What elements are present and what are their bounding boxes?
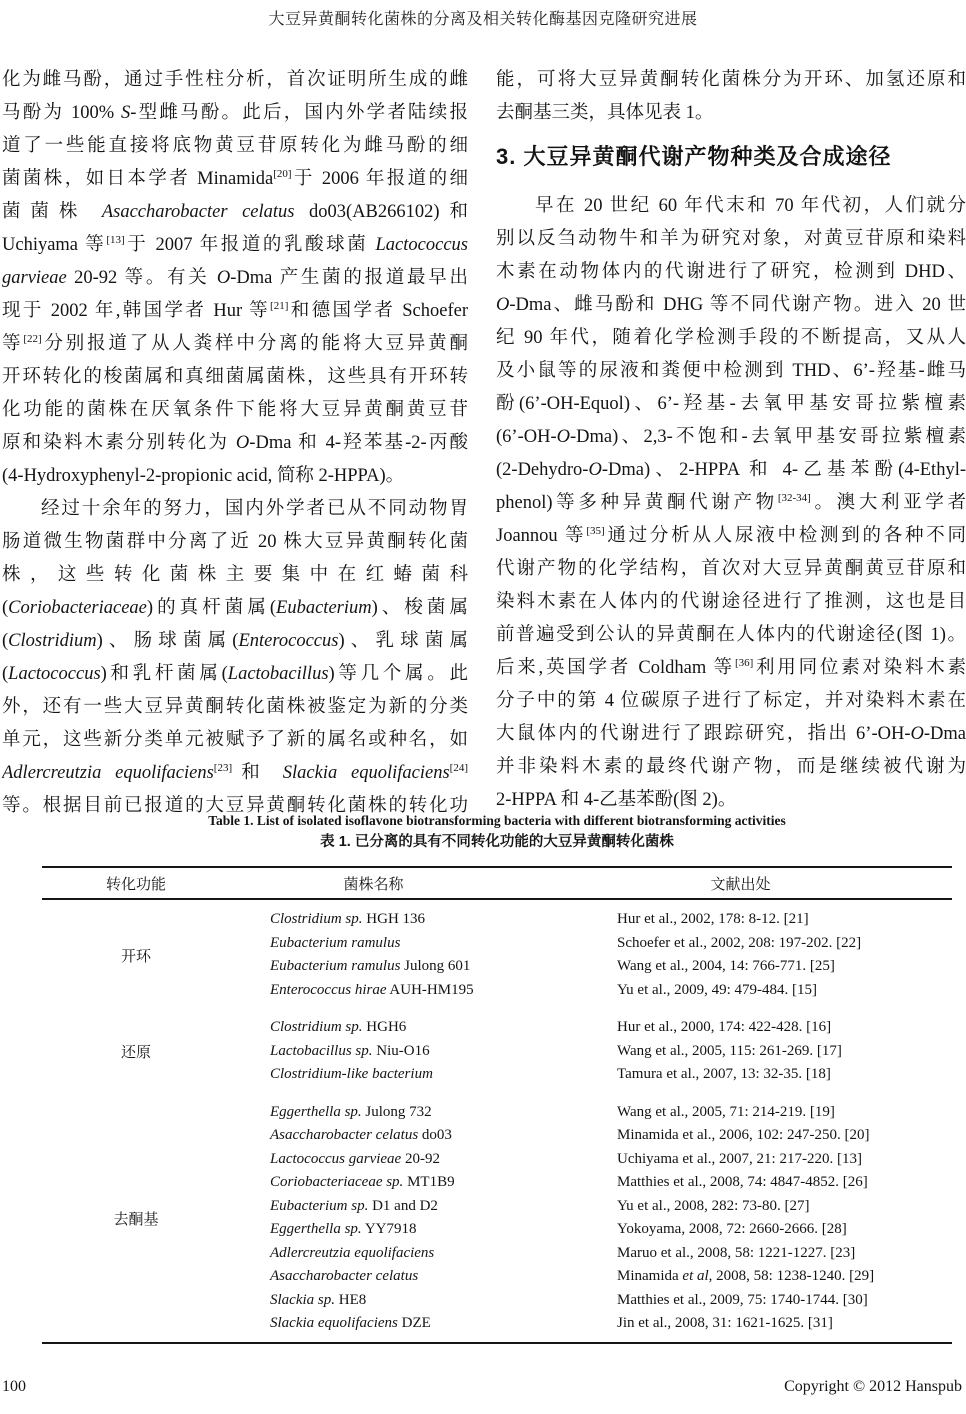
text-line: 马酚为 100% S-型雌马酚。此后，国内外学者陆续报: [2, 103, 468, 123]
table-row: [230, 1101, 952, 1125]
text-line: (2-Dehydro-O-Dma)、2-HPPA 和 4-乙基苯酚(4-Ethyl-: [496, 460, 966, 480]
citation-cell: Minamida et al., 2006, 102: 247-250. [20]: [617, 1127, 870, 1143]
italic-text: Asaccharobacter celatus: [270, 1127, 419, 1143]
citation-cell: Hur et al., 2000, 174: 422-428. [16]: [617, 1019, 832, 1035]
italic-text: Lactococcus garvieae: [270, 1150, 402, 1167]
table-row: [230, 1265, 952, 1289]
italic-text: Eubacterium ramulus: [270, 934, 401, 951]
section-heading: 3. 大豆异黄酮代谢产物种类及合成途径: [496, 144, 892, 169]
italic-text: garvieae: [2, 268, 67, 288]
italic-text: Slackia equolifaciens: [270, 1315, 398, 1331]
text-line: 前普遍受到公认的异黄酮在人体内的代谢途径(图 1)。: [496, 625, 966, 645]
strain-cell: Eggerthella sp. Julong 732: [270, 1103, 432, 1120]
italic-text: Enterococcus hirae: [270, 981, 387, 998]
page-number: 100: [2, 1378, 26, 1395]
strain-cell: [230, 1265, 577, 1289]
italic-text: O: [588, 460, 602, 480]
table-title-zh: 表 1. 已分离的具有不同转化功能的大豆异黄酮转化菌株: [320, 834, 674, 850]
strain-cell: Slackia sp. HE8: [270, 1291, 367, 1308]
citation-cell: Wang et al., 2005, 71: 214-219. [19]: [617, 1103, 835, 1120]
table-group-rows: [230, 1016, 952, 1087]
text-line: 木素在动物体内的代谢进行了研究，检测到 DHD、: [496, 262, 966, 282]
text-line: Adlercreutzia equolifaciens[23]和 Slackia equolifaciens[24]: [2, 761, 468, 783]
text-line: 别以反刍动物牛和羊为研究对象，对黄豆苷原和染料: [496, 229, 966, 249]
strain-cell: Enterococcus hirae AUH-HM195: [270, 981, 474, 998]
reference-superscript: [13]: [106, 233, 125, 246]
text-line: 早在 20 世纪 60 年代末和 70 年代初，人们就分: [535, 196, 966, 216]
copyright-text: Copyright © 2012 Hanspub: [784, 1378, 962, 1395]
strain-cell: Clostridium sp. HGH 136: [270, 911, 426, 927]
citation-cell: Matthies et al., 2009, 75: 1740-1744. [30]: [617, 1291, 868, 1308]
italic-text: Slackia equolifaciens: [282, 763, 450, 783]
text-line: O-Dma、雌马酚和 DHG 等不同代谢产物。进入 20 世: [496, 295, 966, 315]
strain-cell: Eubacterium sp. D1 and D2: [270, 1197, 438, 1214]
citation-cell: Hur et al., 2002, 178: 8-12. [21]: [617, 911, 809, 927]
page-footer: [2, 1378, 962, 1396]
text-line: (Coriobacteriaceae)的真杆菌属(Eubacterium)、梭菌属: [2, 598, 468, 618]
table-row: [230, 979, 952, 1003]
citation-cell: Tamura et al., 2007, 13: 32-35. [18]: [617, 1066, 831, 1082]
text-line: 菌菌株 Asaccharobacter celatus do03(AB266102)和: [2, 202, 468, 222]
italic-text: O: [216, 268, 231, 288]
left-column: [2, 64, 468, 823]
text-line: 后来,英国学者 Coldham 等[36]利用同位素对染料木素: [496, 656, 966, 678]
text-line: 原和染料木素分别转化为 O-Dma 和 4-羟苯基-2-丙酸: [2, 433, 468, 453]
text-line: 单元，这些新分类单元被赋予了新的属名或种名，如: [2, 730, 468, 750]
table-title-en: Table 1. List of isolated isoflavone biotransforming bacteria with different biotransforming activities: [208, 813, 786, 828]
reference-superscript: [22]: [23, 332, 42, 345]
italic-text: O: [910, 724, 924, 744]
text-line: (Clostridium)、肠球菌属(Enterococcus)、乳球菌属: [2, 631, 468, 651]
text-line: Uchiyama 等[13]于 2007 年报道的乳酸球菌 Lactococcus: [2, 233, 468, 255]
reference-superscript: [32-34]: [777, 491, 811, 504]
table-function-label: 去酮基: [113, 1211, 159, 1228]
italic-text: Adlercreutzia equolifaciens: [2, 763, 214, 783]
right-column-para2: [496, 190, 966, 817]
table-header-row: [42, 868, 952, 898]
reference-superscript: [35]: [586, 524, 605, 537]
table-row: [230, 955, 952, 979]
strain-cell: Lactococcus garvieae 20-92: [270, 1150, 440, 1167]
text-line: 化功能的菌株在厌氧条件下能将大豆异黄酮黄豆苷: [2, 400, 468, 420]
citation-cell: Minamida et al, 2008, 58: 1238-1240. [29]: [617, 1268, 875, 1284]
italic-text: Clostridium-like bacterium: [270, 1066, 433, 1082]
right-column: [496, 64, 966, 817]
italic-text: Asaccharobacter celatus: [101, 202, 295, 222]
table-group: [42, 1101, 952, 1336]
italic-text: Lactococcus: [375, 235, 468, 255]
table-row: [230, 1063, 952, 1087]
text-line: 分子中的第 4 位碳原子进行了标定，并对染料木素在: [496, 691, 966, 711]
text-line: Joannou 等[35]通过分析从人尿液中检测到的各种不同: [496, 524, 966, 546]
italic-text: Lactobacillus: [227, 664, 329, 684]
italic-text: Asaccharobacter celatus: [270, 1268, 419, 1284]
table-block: [42, 812, 952, 1344]
table-row: [230, 1124, 952, 1148]
italic-text: Eubacterium: [276, 598, 372, 618]
text-line: 化为雌马酚，通过手性柱分析，首次证明所生成的雌: [2, 70, 468, 90]
italic-text: Clostridium sp.: [270, 911, 363, 927]
italic-text: Eubacterium ramulus: [270, 958, 401, 974]
text-line: 2-HPPA 和 4-乙基苯酚(图 2)。: [496, 790, 737, 810]
text-line: 经过十余年的努力，国内外学者已从不同动物胃: [41, 499, 468, 519]
citation-cell: Yokoyama, 2008, 72: 2660-2666. [28]: [617, 1221, 847, 1237]
text-line: 菌菌株，如日本学者 Minamida[20]于 2006 年报道的细: [2, 167, 468, 189]
citation-cell: Jin et al., 2008, 31: 1621-1625. [31]: [617, 1315, 833, 1331]
table-row: [230, 1016, 952, 1040]
strain-cell: [230, 932, 577, 956]
text-line: 现于 2002 年,韩国学者 Hur 等[21]和德国学者 Schoefer: [2, 299, 468, 321]
italic-text: Eubacterium sp.: [270, 1197, 369, 1214]
text-line: 代谢产物的化学结构，首次对大豆异黄酮黄豆苷原和: [496, 559, 966, 579]
italic-text: Coriobacteriaceae sp.: [270, 1174, 404, 1190]
text-line: garvieae 20-92 等。有关 O-Dma 产生菌的报道最早出: [2, 268, 468, 288]
table-bottom-rule: [42, 1342, 952, 1344]
citation-cell: Yu et al., 2009, 49: 479-484. [15]: [617, 981, 817, 998]
table-group-rows: [230, 908, 952, 1002]
citation-cell: Yu et al., 2008, 282: 73-80. [27]: [617, 1197, 810, 1214]
strain-cell: Eggerthella sp. YY7918: [270, 1221, 417, 1237]
reference-superscript: [23]: [213, 761, 233, 774]
strain-cell: Coriobacteriaceae sp. MT1B9: [270, 1174, 455, 1190]
table-group: [42, 908, 952, 1002]
table-header-function: 转化功能: [105, 876, 166, 893]
reference-superscript: [36]: [734, 656, 754, 669]
text-line: 能，可将大豆异黄酮转化菌株分为开环、加氢还原和: [496, 70, 966, 90]
running-header-title: 大豆异黄酮转化菌株的分离及相关转化酶基因克隆研究进展: [268, 11, 698, 28]
text-line: 开环转化的梭菌属和真细菌属菌株，这些具有开环转: [2, 367, 468, 387]
text-line: phenol)等多种异黄酮代谢产物[32-34]。澳大利亚学者: [496, 491, 966, 513]
table-row: [230, 932, 952, 956]
table-row: [230, 1218, 952, 1242]
table-function-label: 开环: [120, 948, 151, 965]
citation-cell: Schoefer et al., 2002, 208: 197-202. [22]: [617, 934, 862, 951]
text-line: 及小鼠等的尿液和粪便中检测到 THD、6’-羟基-雌马: [496, 361, 966, 381]
italic-text: Eggerthella sp.: [270, 1221, 362, 1237]
text-line: 道了一些能直接将底物黄豆苷原转化为雌马酚的细: [2, 136, 468, 156]
strain-cell: Asaccharobacter celatus do03: [270, 1127, 452, 1143]
citation-cell: Wang et al., 2005, 115: 261-269. [17]: [617, 1042, 842, 1059]
italic-text: O: [235, 433, 250, 453]
italic-text: Enterococcus: [238, 631, 339, 651]
text-line: 并非染料木素的最终代谢产物，而是继续被代谢为: [496, 757, 966, 777]
italic-text: Eggerthella sp.: [270, 1103, 362, 1120]
citation-cell: Matthies et al., 2008, 74: 4847-4852. [26]: [617, 1174, 868, 1190]
table-row: [230, 1242, 952, 1266]
text-line: (4-Hydroxyphenyl-2-propionic acid, 简称 2-HPPA)。: [2, 466, 405, 486]
table-row: [230, 1195, 952, 1219]
table-group-rows: [230, 1101, 952, 1336]
text-line: 染料木素在人体内的代谢途径进行了推测，这也是目: [496, 592, 966, 612]
text-line: 肠道微生物菌群中分离了近 20 株大豆异黄酮转化菌: [2, 532, 468, 552]
table-header-citation: 文献出处: [710, 876, 771, 893]
italic-text: Slackia sp.: [270, 1291, 335, 1308]
text-line: 等。根据目前已报道的大豆异黄酮转化菌株的转化功: [2, 796, 468, 816]
table-row: [230, 1312, 952, 1336]
strain-cell: Eubacterium ramulus Julong 601: [270, 958, 471, 974]
strain-cell: Slackia equolifaciens DZE: [270, 1315, 431, 1331]
italic-text: Lactococcus: [8, 664, 101, 684]
italic-text: Coriobacteriaceae: [8, 598, 147, 618]
italic-text: et al: [682, 1268, 709, 1284]
citation-cell: Wang et al., 2004, 14: 766-771. [25]: [617, 958, 835, 974]
table-row: [230, 1040, 952, 1064]
text-line: 去酮基三类，具体见表 1。: [496, 103, 714, 123]
text-line: 纪 90 年代，随着化学检测手段的不断提高，又从人: [496, 328, 966, 348]
text-line: 等[22]分别报道了从人粪样中分离的能将大豆异黄酮: [2, 332, 468, 354]
text-line: (Lactococcus)和乳杆菌属(Lactobacillus)等几个属。此: [2, 664, 468, 684]
text-line: 株，这些转化菌株主要集中在红蝽菌科: [2, 565, 468, 585]
strain-cell: [230, 1242, 577, 1266]
text-line: 外，还有一些大豆异黄酮转化菌株被鉴定为新的分类: [2, 697, 468, 717]
strain-cell: Lactobacillus sp. Niu-O16: [270, 1042, 430, 1059]
text-line: (6’-OH-O-Dma)、2,3-不饱和-去氧甲基安哥拉紫檀素: [496, 427, 966, 447]
citation-cell: Uchiyama et al., 2007, 21: 217-220. [13]: [617, 1150, 862, 1167]
table-group: [42, 1016, 952, 1087]
table-row: [230, 908, 952, 932]
table-row: [230, 1289, 952, 1313]
italic-text: Clostridium sp.: [270, 1019, 363, 1035]
reference-superscript: [24]: [449, 761, 468, 774]
strain-cell: [230, 1063, 577, 1087]
text-line: 大鼠体内的代谢进行了跟踪研究，指出 6’-OH-O-Dma: [496, 724, 966, 744]
reference-superscript: [20]: [273, 167, 292, 180]
table-row: [230, 1171, 952, 1195]
italic-text: Lactobacillus sp.: [270, 1042, 373, 1059]
table-header-strain: 菌株名称: [343, 876, 404, 893]
italic-text: O: [556, 427, 570, 447]
right-column-para1: [496, 64, 966, 130]
table-function-label: 还原: [120, 1044, 151, 1061]
text-line: 酚(6’-OH-Equol)、6’-羟基-去氧甲基安哥拉紫檀素: [496, 394, 966, 414]
citation-cell: Maruo et al., 2008, 58: 1221-1227. [23]: [617, 1244, 856, 1261]
italic-text: O: [496, 295, 510, 315]
table-body: [42, 900, 952, 1342]
italic-text: S: [121, 103, 131, 123]
italic-text: Clostridium: [8, 631, 97, 651]
italic-text: Adlercreutzia equolifaciens: [270, 1244, 435, 1261]
reference-superscript: [21]: [270, 299, 289, 312]
table-row: [230, 1148, 952, 1172]
strain-cell: Clostridium sp. HGH6: [270, 1019, 407, 1035]
